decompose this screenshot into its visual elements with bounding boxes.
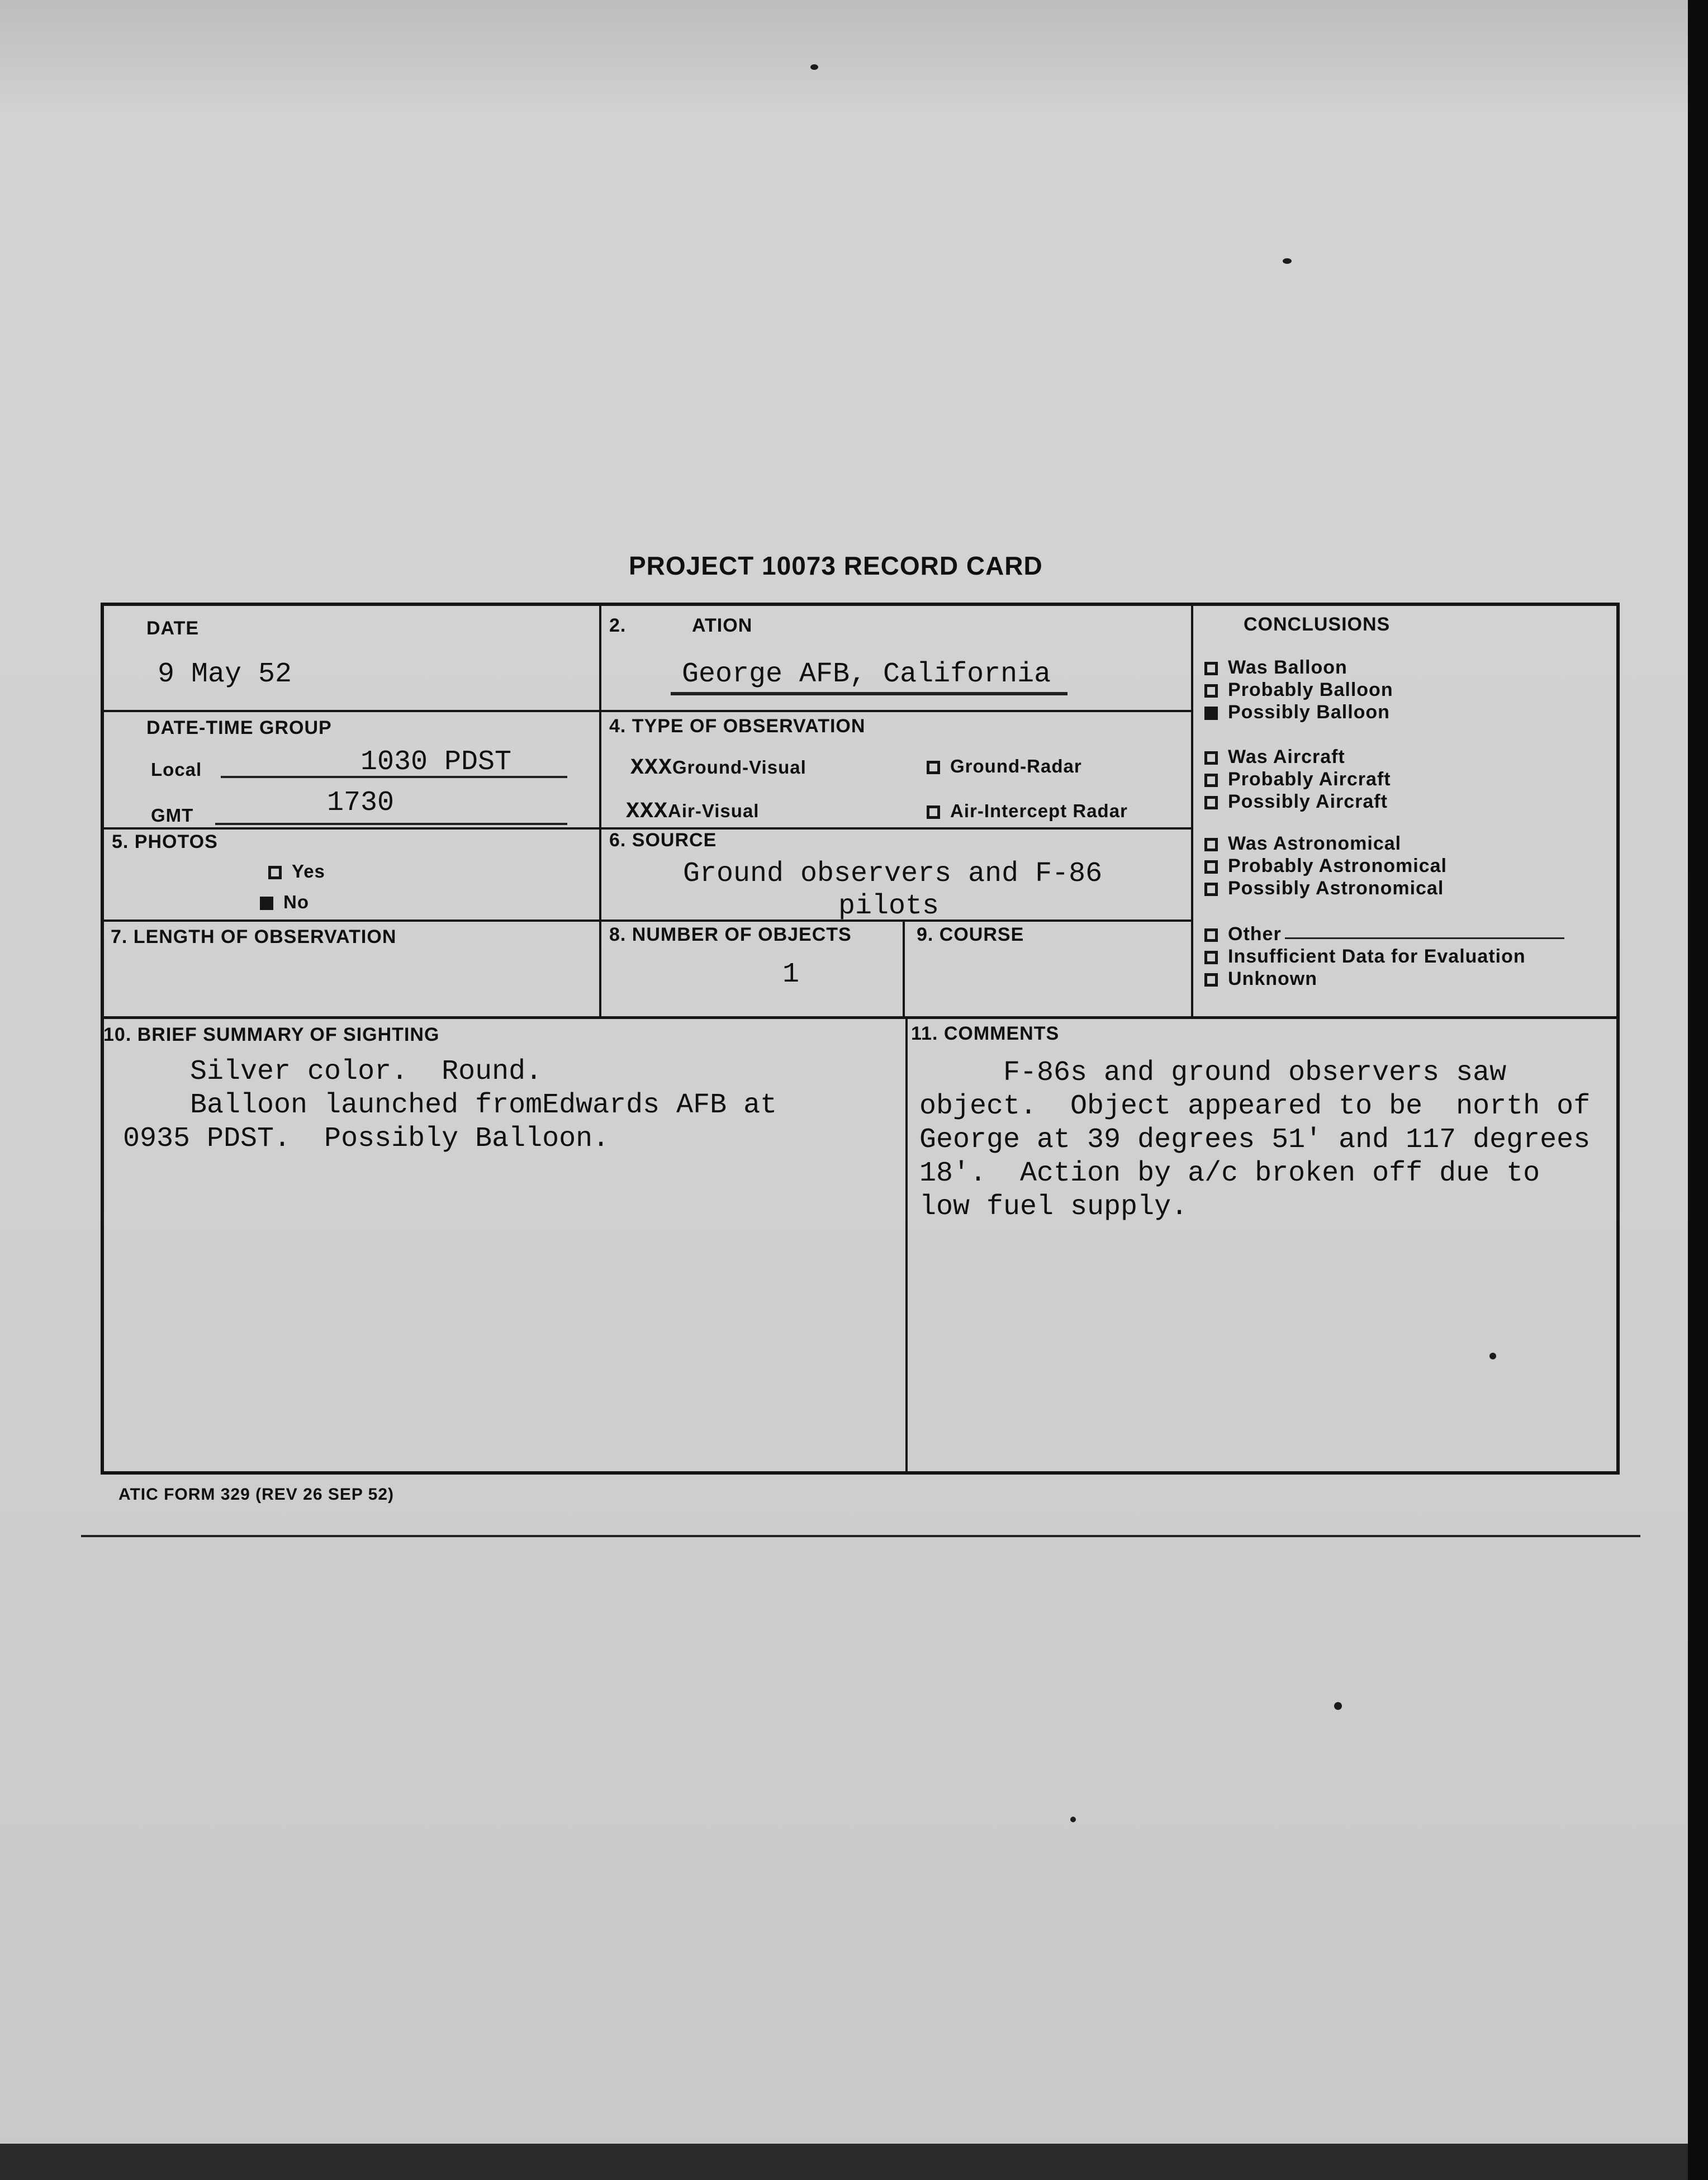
- row-divider-1: [104, 710, 1191, 712]
- conclusion-possibly-astronomical: Possibly Astronomical: [1204, 878, 1444, 899]
- row-divider-4: [104, 1016, 1616, 1019]
- local-label: Local: [151, 759, 202, 780]
- conclusion-probably-astronomical: Probably Astronomical: [1204, 855, 1447, 877]
- date-time-group-label: DATE-TIME GROUP: [146, 717, 332, 738]
- conclusion-possibly-balloon: Possibly Balloon: [1204, 702, 1390, 723]
- conclusion-was-balloon: Was Balloon: [1204, 657, 1348, 679]
- air-visual-text: Air-Visual: [668, 800, 760, 821]
- photos-no-text: No: [283, 892, 309, 912]
- source-label: 6. SOURCE: [609, 830, 717, 851]
- summary-text: Silver color. Round. Balloon launched fromEdwards AFB at 0935 PDST. Possibly Balloon.: [123, 1056, 777, 1155]
- location-number: 2.: [609, 615, 627, 636]
- ground-radar-checkbox: [927, 761, 940, 774]
- photos-no-checkbox: [260, 897, 273, 910]
- gmt-value: 1730: [327, 787, 395, 819]
- summary-label: 10. BRIEF SUMMARY OF SIGHTING: [103, 1024, 440, 1045]
- photos-no-option: [260, 892, 309, 913]
- comments-text: F-86s and ground observers saw object. Object appeared to be north of George at 39 degrees 51' and 117 degrees 18'. Action by a/c broken off due to low fuel supply.: [919, 1057, 1591, 1223]
- scan-edge-bottom: [0, 2144, 1688, 2180]
- probably-astronomical-checkbox: [1204, 860, 1218, 874]
- gmt-line: [215, 823, 567, 825]
- number-of-objects-label: 8. NUMBER OF OBJECTS: [609, 924, 852, 945]
- course-label: 9. COURSE: [917, 924, 1024, 945]
- local-value: 1030 PDST: [360, 746, 512, 778]
- air-visual-xmark: XXX: [626, 799, 668, 824]
- row-divider-3: [104, 920, 1191, 922]
- type-of-observation-label: 4. TYPE OF OBSERVATION: [609, 715, 866, 737]
- col-divider-1: [599, 606, 601, 1016]
- source-line-1: Ground observers and F-86: [683, 858, 1103, 890]
- was-balloon-checkbox: [1204, 662, 1218, 675]
- other-fill-line: [1285, 937, 1564, 939]
- form-id: ATIC FORM 329 (REV 26 SEP 52): [118, 1485, 395, 1504]
- possibly-astronomical-checkbox: [1204, 883, 1218, 896]
- ground-visual-xmark: XXX: [630, 756, 673, 781]
- air-intercept-radar-option: [927, 800, 1128, 822]
- ground-radar-option: [927, 756, 1082, 777]
- card-bottom-edge: [81, 1535, 1640, 1537]
- photos-yes-text: Yes: [292, 861, 325, 882]
- col-divider-3: [903, 920, 905, 1016]
- probably-aircraft-checkbox: [1204, 774, 1218, 787]
- conclusion-was-astronomical: Was Astronomical: [1204, 833, 1401, 855]
- conclusion-other: Other: [1204, 923, 1564, 945]
- other-checkbox: [1204, 928, 1218, 942]
- scan-speck: [810, 64, 818, 70]
- location-label: ATION: [692, 615, 753, 636]
- conclusion-was-aircraft: Was Aircraft: [1204, 746, 1345, 768]
- conclusions-label: CONCLUSIONS: [1244, 614, 1391, 635]
- scan-speck: [1489, 1353, 1496, 1359]
- probably-balloon-checkbox: [1204, 684, 1218, 698]
- conclusion-possibly-aircraft: Possibly Aircraft: [1204, 791, 1388, 813]
- ground-radar-text: Ground-Radar: [950, 756, 1082, 776]
- scan-edge-right: [1688, 0, 1708, 2180]
- possibly-aircraft-checkbox: [1204, 796, 1218, 809]
- scan-speck: [1070, 1817, 1076, 1822]
- date-value: 9 May 52: [158, 658, 292, 690]
- photos-yes-checkbox: [268, 866, 282, 879]
- photos-label: 5. PHOTOS: [112, 831, 218, 852]
- air-visual-option: [626, 799, 759, 824]
- unknown-checkbox: [1204, 973, 1218, 987]
- was-astronomical-checkbox: [1204, 838, 1218, 851]
- comments-label: 11. COMMENTS: [911, 1023, 1060, 1044]
- col-divider-summary: [905, 1016, 908, 1472]
- insufficient-data-checkbox: [1204, 951, 1218, 964]
- conclusion-probably-aircraft: Probably Aircraft: [1204, 769, 1391, 790]
- source-line-2: pilots: [838, 890, 940, 922]
- conclusion-probably-balloon: Probably Balloon: [1204, 679, 1393, 701]
- gmt-label: GMT: [151, 805, 194, 826]
- was-aircraft-checkbox: [1204, 751, 1218, 765]
- ground-visual-text: Ground-Visual: [672, 757, 806, 778]
- conclusion-unknown: Unknown: [1204, 968, 1317, 990]
- photos-yes-option: [268, 861, 325, 882]
- possibly-balloon-checkbox: [1204, 707, 1218, 720]
- conclusion-insufficient-data: Insufficient Data for Evaluation: [1204, 946, 1526, 968]
- scan-speck: [1334, 1702, 1342, 1710]
- location-underline: [671, 692, 1068, 695]
- air-intercept-radar-text: Air-Intercept Radar: [950, 800, 1128, 821]
- col-divider-conclusions: [1191, 606, 1193, 1016]
- location-value: George AFB, California: [682, 658, 1051, 690]
- length-of-observation-label: 7. LENGTH OF OBSERVATION: [111, 926, 397, 947]
- number-of-objects-value: 1: [782, 959, 800, 991]
- scan-speck: [1283, 258, 1292, 264]
- date-label: DATE: [146, 618, 200, 639]
- air-intercept-radar-checkbox: [927, 805, 940, 819]
- card-title: PROJECT 10073 RECORD CARD: [629, 551, 1043, 580]
- ground-visual-option: [630, 756, 806, 781]
